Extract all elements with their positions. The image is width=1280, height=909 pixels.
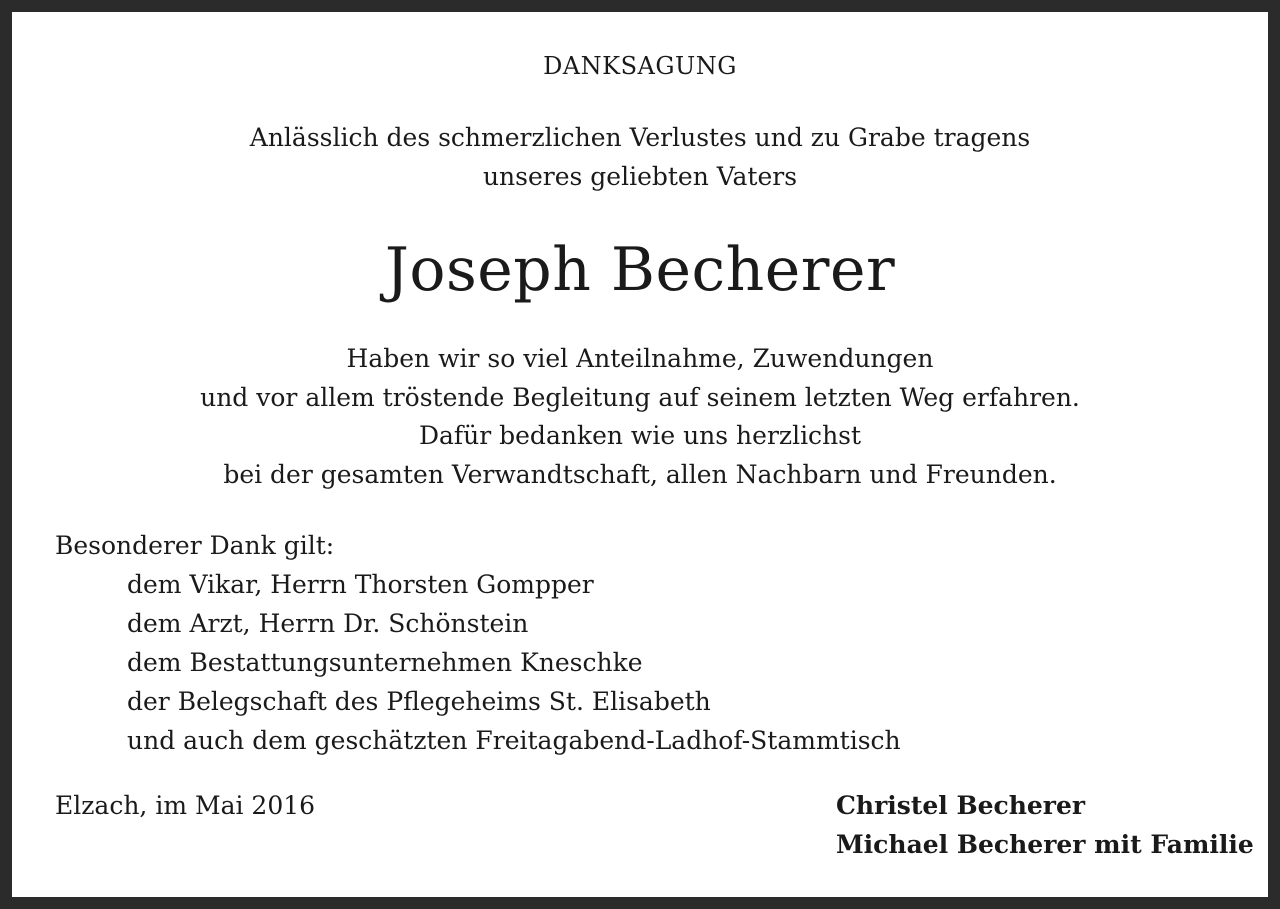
gratitude-line: Dafür bedanken wie uns herzlichst xyxy=(418,421,862,450)
signer-name: Michael Becherer mit Familie xyxy=(836,830,1254,859)
intro-line: Anlässlich des schmerzlichen Verlustes und zu Grabe tragens xyxy=(249,123,1031,152)
intro-text xyxy=(12,118,1268,196)
place-date: Elzach, im Mai 2016 xyxy=(55,791,316,820)
notice-heading: DANKSAGUNG xyxy=(543,52,737,80)
notice-card xyxy=(12,12,1268,897)
gratitude-line: bei der gesamten Verwandtschaft, allen Nachbarn und Freunden. xyxy=(223,459,1057,489)
special-thanks-label: Besonderer Dank gilt: xyxy=(55,531,335,560)
special-thanks-item: und auch dem geschätzten Freitagabend-Ladhof-Stammtisch xyxy=(127,726,901,755)
intro-line: unseres geliebten Vaters xyxy=(482,162,798,191)
special-thanks-item: dem Vikar, Herrn Thorsten Gompper xyxy=(127,570,594,599)
special-thanks-item: der Belegschaft des Pflegeheims St. Elisabeth xyxy=(127,687,711,716)
signers xyxy=(836,786,1254,864)
special-thanks-item: dem Bestattungsunternehmen Kneschke xyxy=(127,648,643,677)
gratitude-line: Haben wir so viel Anteilnahme, Zuwendungen xyxy=(346,344,934,373)
gratitude-line: und vor allem tröstende Begleitung auf seinem letzten Weg erfahren. xyxy=(200,382,1080,412)
special-thanks-item: dem Arzt, Herrn Dr. Schönstein xyxy=(127,609,529,638)
special-thanks-section xyxy=(55,526,901,760)
deceased-name: Joseph Becherer xyxy=(384,235,896,305)
signer-name: Christel Becherer xyxy=(836,791,1086,820)
gratitude-text xyxy=(12,340,1268,494)
special-thanks-list xyxy=(55,565,901,760)
